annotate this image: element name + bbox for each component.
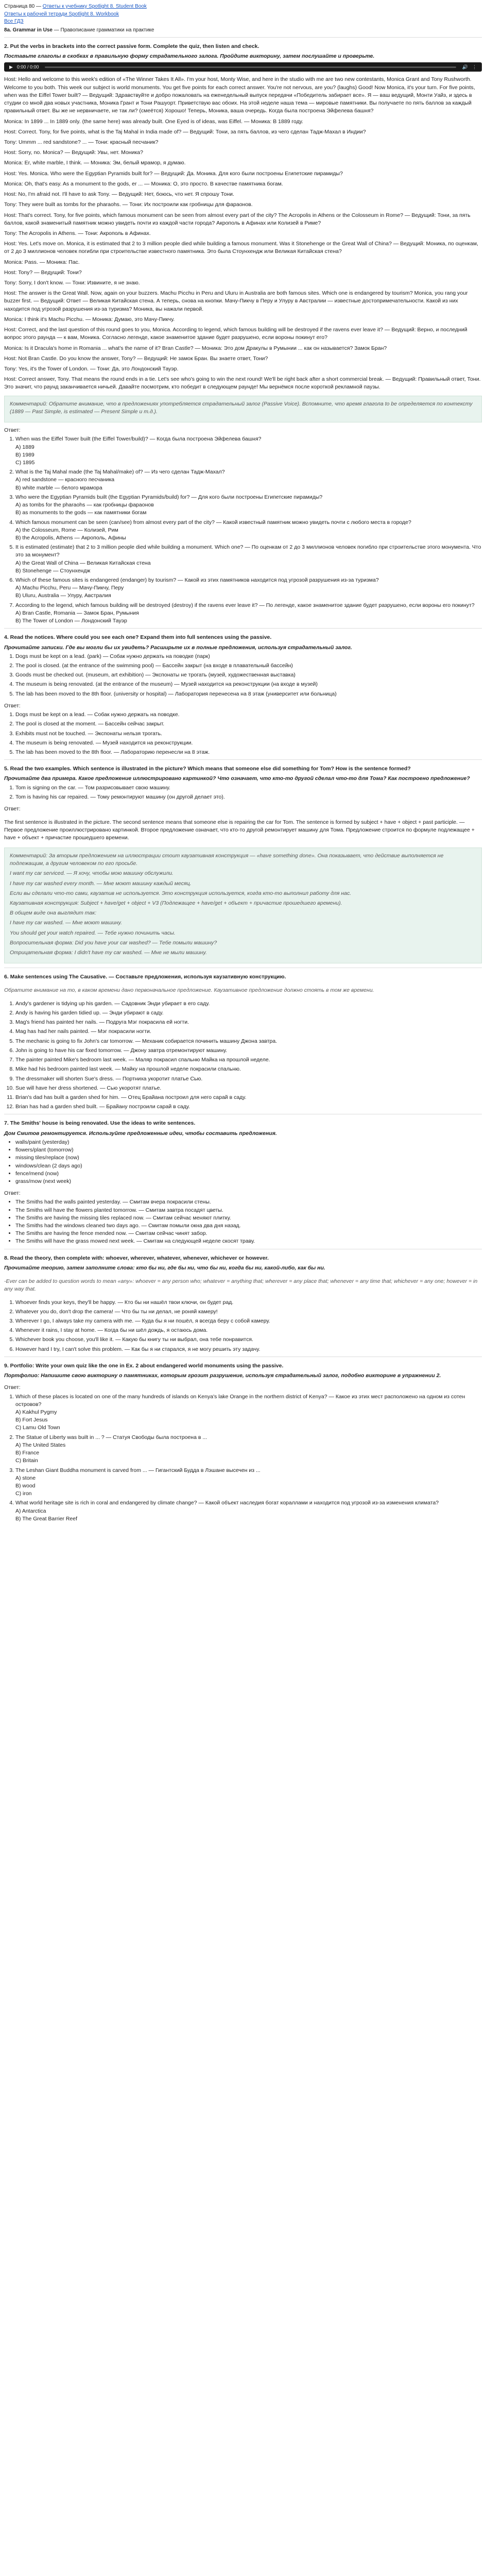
answer-option: B) Stonehenge — Стоунхендж (15, 567, 91, 574)
dialog-line: Monica: Pass. — Моника: Пас. (4, 259, 80, 265)
ex2-title: 2. Put the verbs in brackets into the correct passive form. Complete the quiz, then listen and check. (4, 43, 259, 49)
dialog-line: Host: Correct, and the last question of this round goes to you, Monica. According to legend, which famous building will be destroyed if the ravens ever leave it? — Ведущий: Верно, и последний вопрос этого раунда — к вам, Моника. Согласно легенде, какое знаменитое здание будет разрушено, если вороны покинут его? (4, 327, 467, 341)
list-item: 6. John is going to have his car fixed tomorrow. — Джону завтра отремонтируют машину. (15, 1047, 482, 1055)
section-title: 8a. Grammar in Use (4, 27, 53, 33)
answer-item (15, 468, 482, 492)
answer-option: B) The Great Barrier Reef (15, 1515, 78, 1522)
divider (4, 37, 482, 38)
ex4-items (4, 653, 482, 698)
link-student-book[interactable]: Ответы к учебнику Spotlight 8. Student Book (42, 4, 147, 9)
ex9-items (4, 1393, 482, 1523)
dialog-line: Tony: They were built as tombs for the pharaohs. — Тони: Их построили как гробницы для фараонов. (4, 201, 253, 208)
answer-item (15, 435, 482, 467)
ex5-title-ru: Прочитайте два примера. Какое предложение иллюстрировано картинкой? Что означает, что кто-то другой сделал что-то для Тома? Как построено предложение? (4, 775, 470, 782)
answer-item (15, 577, 482, 600)
list-item: • fence/mend (now) (15, 1170, 482, 1178)
ex2-answers (4, 435, 482, 625)
list-item: 1. Dogs must be kept on a lead. (park) — Собак нужно держать на поводке (парк) (15, 653, 482, 660)
list-item: 9. The dressmaker will shorten Sue's dress. — Портниха укоротит платье Сью. (15, 1075, 482, 1083)
answer-item (15, 1393, 482, 1432)
list-item: 5. Whichever book you choose, you'll like it. — Какую бы книгу ты ни выбрал, она тебе понравится. (15, 1336, 482, 1344)
dialog-line: Host: Sorry, no. Monica? — Ведущий: Увы, нет. Моника? (4, 149, 143, 156)
answer-option: A) the Colosseum, Rome — Колизей, Рим (15, 527, 118, 533)
list-item: 2. The pool is closed. (at the entrance of the swimming pool) — Бассейн закрыт (на входе в плавательный бассейн) (15, 662, 482, 670)
link-all-gdz[interactable]: Все ГДЗ (4, 19, 24, 24)
comment-line: Если вы сделали что-то сами, каузатив не используется. Это конструкция используется, когда кто-то выполнил работу для нас. (10, 890, 352, 896)
dialog-line: Host: Yes. Let's move on. Monica, it is estimated that 2 to 3 million people died while building a famous monument. Was it Stonehenge or the Great Wall of China? — Ведущий: Моника, по оценкам, от 2 до 3 миллионов человек погибли при строительстве известного памятника. Это была Стоунхендж или Великая Китайская стена? (4, 241, 478, 255)
answer-option: B) Fort Jesus (15, 1417, 48, 1423)
answer-option: C) 1895 (15, 459, 35, 466)
ex2-title-ru: Поставьте глаголы в скобках в правильную форму страдательного залога. Пройдите викторину, затем послушайте и проверьте. (4, 53, 375, 60)
answer-option: A) 1889 (15, 444, 34, 450)
dialog-line: Host: The answer is the Great Wall. Now, again on your buzzers. Machu Picchu in Peru and Uluru in Australia are both famous sites. Which one is endangered by tourism? Monica, you rang your buzzer first. — Ведущий: Ответ — Великая Китайская стена. А теперь, снова на кнопки. Мачу-Пикчу в Перу и Улуру в Австралии — известные достопримечательности. Какой из них находится под угрозой разрушения из-за туризма? Моника, вы нажали первой. (4, 290, 468, 312)
ex4-title-ru: Прочитайте записки. Где вы могли бы их увидеть? Расширьте их в полные предложения, используя страдательный залог. (4, 644, 352, 651)
answer-question: 2. The Statue of Liberty was built in ... ? — Статуя Свободы была построена в ... (15, 1434, 207, 1440)
list-item: 8. Mike had his bedroom painted last week. — Майку на прошлой неделе покрасили спальню. (15, 1065, 482, 1073)
ex2-dialog (4, 76, 482, 391)
answer-question: 4. What world heritage site is rich in coral and endangered by climate change? — Какой объект наследия богат кораллами и находится под угрозой из-за изменения климата? (15, 1500, 439, 1506)
dialog-line: Tony: The Acropolis in Athens. — Тони: Акрополь в Афинах. (4, 230, 151, 236)
answer-question: 3. Who were the Egyptian Pyramids built (the Egyptian Pyramids/build) for? — Для кого были построены Египетские пирамиды? (15, 494, 323, 500)
list-item: 5. The mechanic is going to fix John's car tomorrow. — Механик собирается починить машину Джона завтра. (15, 1038, 482, 1045)
answer-option: B) wood (15, 1482, 36, 1489)
answer-question: 3. The Leshan Giant Buddha monument is carved from ... — Гигантский Будда в Лэшане высечен из ... (15, 1467, 261, 1473)
list-item: 1. Andy's gardener is tidying up his garden. — Садовник Энди убирает в его саду. (15, 1000, 482, 1008)
list-item: 5. The lab has been moved to the 8th floor. (university or hospital) — Лаборатория перенесена на 8 этаж (университет или больница) (15, 690, 482, 698)
answer-item: • The Smiths had the windows cleaned two days ago. — Смитам помыли окна два дня назад. (15, 1222, 482, 1230)
answer-question: 6. Which of these famous sites is endangered (endanger) by tourism? — Какой из этих памятников находится под угрозой разрушения из-за туризма? (15, 577, 379, 584)
answer-option: A) as tombs for the pharaohs — как гробницы фараонов (15, 502, 154, 509)
divider (4, 628, 482, 629)
ex7-ideas (4, 1139, 482, 1185)
answer-item (15, 1467, 482, 1498)
link-workbook[interactable]: Ответы к рабочей тетради Spotlight 8. Workbook (4, 11, 119, 17)
ex9-title: 9. Portfolio: Write your own quiz like the one in Ex. 2 about endangered world monuments using the passive. (4, 1362, 284, 1369)
ex5-comment (4, 848, 482, 963)
ex4-answers-label: Ответ: (4, 702, 21, 709)
dialog-line: Host: Tony? — Ведущий: Тони? (4, 269, 82, 276)
dialog-line: Monica: Oh, that's easy. As a monument to the gods, er ... — Моника: О, это просто. В качестве памятника богам. (4, 180, 283, 187)
audio-progress[interactable] (45, 66, 456, 68)
answer-question: 5. It is estimated (estimate) that 2 to 3 million people died while building a monument. Which one? — По оценкам от 2 до 3 миллионов человек погибло при строительстве этого монумента. Что это за монумент? (15, 544, 481, 558)
answer-question: 2. What is the Taj Mahal made (the Taj Mahal/make) of? — Из чего сделан Тадж-Махал? (15, 469, 225, 476)
ex8-items (4, 1299, 482, 1353)
list-item: 1. Tom is signing on the car. — Том разрисовывает свою машину. (15, 784, 482, 792)
answer-option: A) The United States (15, 1442, 66, 1448)
ex6-note: Обратите внимание на то, в каком времени дано первоначальное предложение. Каузативное предложение должно стоять в том же времени. (4, 987, 374, 994)
dialog-line: Host: Correct. Tony, for five points, what is the Taj Mahal in India made of? — Ведущий: Тони, за пять баллов, из чего сделан Тадж-Махал в Индии? (4, 128, 366, 135)
ex7-title-ru: Дом Смитов ремонтируется. Используйте предложенные идеи, чтобы составить предложения. (4, 1130, 277, 1137)
list-item: • grass/mow (next week) (15, 1178, 482, 1185)
answer-option: B) 1989 (15, 451, 34, 458)
list-item: 2. Tom is having his car repaired. — Тому ремонтируют машину (он другой делает это). (15, 793, 482, 801)
dialog-line: Tony: Yes, it's the Tower of London. — Тони: Да, это Лондонский Тауэр. (4, 366, 179, 372)
answer-item: 2. The pool is closed at the moment. — Бассейн сейчас закрыт. (15, 720, 482, 728)
answer-option: B) as monuments to the gods — как памятники богам (15, 510, 147, 516)
ex2-comment (4, 396, 482, 422)
answer-question: 4. Which famous monument can be seen (can/see) from almost every part of the city? — Какой известный памятник можно увидеть почти с любого места в городе? (15, 519, 411, 526)
page-label: Страница 80 (4, 4, 35, 9)
answer-option: C) Britain (15, 1458, 38, 1464)
comment-line: Комментарий: За вторым предложением на иллюстрации стоит каузативная конструкция — «have something done». Она показывает, что действие выполняется не подлежащим, а другим человеком по его просьбе. (10, 852, 444, 867)
ex4-title: 4. Read the notices. Where could you see each one? Expand them into full sentences using the passive. (4, 634, 272, 641)
dialog-line: Host: Not Bran Castle. Do you know the answer, Tony? — Ведущий: Не замок Бран. Вы знаете ответ, Тони? (4, 355, 268, 362)
ex8-theory: -Ever can be added to question words to mean «any»: whoever = any person who; whatever = anything that; wherever = any place that; whenever = any time that; whichever = any one; however = in any way that. (4, 1278, 478, 1292)
answer-option: C) iron (15, 1490, 32, 1497)
dialog-line: Tony: Sorry, I don't know. — Тони: Извините, я не знаю. (4, 280, 140, 286)
list-item: 3. Goods must be checked out. (museum, art exhibition) — Экспонаты не трогать (музей, художественная выставка) (15, 671, 482, 679)
ex5-items (4, 784, 482, 801)
breadcrumb-separator: — (36, 4, 42, 9)
list-item: 3. Mag's friend has painted her nails. — Подруга Мэг покрасила ей ногти. (15, 1019, 482, 1026)
ex8-title-ru: Прочитайте теорию, затем заполните слова: кто бы ни, где бы ни, что бы ни, когда бы ни, какой-либо, как бы ни. (4, 1264, 325, 1271)
list-item: • missing tiles/replace (now) (15, 1154, 482, 1162)
dialog-line: Host: That's correct. Tony, for five points, which famous monument can be seen from almost every part of the city? The Acropolis in Athens or the Colosseum in Rome? — Ведущий: Тони, за пять баллов, какой знаменитый памятник можно увидеть почти из каждой части города? Акрополь в Афинах или Колизей в Риме? (4, 212, 471, 226)
volume-icon[interactable]: 🔊 (462, 64, 468, 70)
dialog-line: Host: Yes. Monica. Who were the Egyptian Pyramids built for? — Ведущий: Да. Моника. Для кого были построены Египетские пирамиды? (4, 170, 343, 177)
more-icon[interactable]: ⋮ (472, 64, 477, 70)
divider (4, 759, 482, 760)
answer-item: • The Smiths will have the flowers planted tomorrow. — Смитам завтра посадят цветы. (15, 1207, 482, 1214)
list-item: 6. However hard I try, I can't solve this problem. — Как бы я ни старался, я не могу решить эту задачу. (15, 1346, 482, 1353)
answer-question: 1. Which of these places is located on one of the many hundreds of islands on Kenya's lake Orange in the northern district of Kenya? — Какое из этих мест расположено на одном из сотен островов? (15, 1393, 465, 1408)
list-item: 10. Sue will have her dress shortened. — Сью укоротят платье. (15, 1084, 482, 1092)
dialog-line: Monica: I think it's Machu Picchu. — Моника: Думаю, это Мачу-Пикчу. (4, 316, 175, 323)
ex8-title: 8. Read the theory, then complete with: whoever, wherever, whatever, whenever, whichever or however. (4, 1255, 269, 1261)
answer-option: B) the Acropolis, Athens — Акрополь, Афины (15, 534, 126, 541)
ex6-items (4, 1000, 482, 1111)
answer-item: 4. The museum is being renovated. — Музей находится на реконструкции. (15, 739, 482, 747)
answer-item: 5. The lab has been moved to the 8th floor. — Лабораторию перенесли на 8 этаж. (15, 749, 482, 756)
list-item: 11. Brian's dad has built a garden shed for him. — Отец Брайана построил для него сарай в саду. (15, 1094, 482, 1101)
answer-option: A) the Great Wall of China — Великая Китайская стена (15, 560, 151, 566)
answer-option: B) France (15, 1450, 40, 1456)
ex2-comment-text: Комментарий: Обратите внимание, что в предложениях употребляется страдательный залог (Passive Voice). Вспомните, что время глагола to be определяется по контексту (1889 — Past Simple, is estimated — Present Simple и т.д.). (10, 400, 473, 415)
dialog-line: Host: Hello and welcome to this week's edition of «The Winner Takes It All». I'm your host, Monty Wise, and here in the studio with me are two new contestants, Monica Grant and Tony Rushworth. Welcome to you both. This week our subject is world monuments. You get five points for each correct answer. You're not nervous, are you? (laughs) Good! Now Monica, it's your turn. For five points, when was the Eiffel Tower built? — Ведущий: Здравствуйте и добро пожаловать на еженедельный выпуск передачи «Победитель забирает все». Я — ваш ведущий, Монти Уайз, и здесь в студии со мной два новых участника, Моника Грант и Тони Рашуорт. Приветствую вас обоих. На этой неделе наша тема — мировые памятники. Вы получаете по пять баллов за каждый правильный ответ. Вы же не нервничаете, не так ли? (смеётся) Хорошо! Теперь, Моника, ваша очередь. Когда была построена Эйфелева башня? (4, 76, 475, 114)
list-item: 12. Brian has had a garden shed built. — Брайану построили сарай в саду. (15, 1103, 482, 1111)
comment-line: Каузативная конструкция: Subject + have/get + object + V3 (Подлежащее + have/get + объект + причастие прошедшего времени). (10, 900, 342, 907)
comment-line: You should get your watch repaired. — Тебе нужно починить часы. (10, 929, 176, 936)
list-item: 2. Whatever you do, don't drop the camera! — Что бы ты ни делал, не роняй камеру! (15, 1308, 482, 1316)
answer-option: A) Machu Picchu, Peru — Мачу-Пикчу, Перу (15, 585, 124, 591)
list-item: 4. Whenever it rains, I stay at home. — Когда бы ни шёл дождь, я остаюсь дома. (15, 1327, 482, 1334)
answer-item: 3. Exhibits must not be touched. — Экспонаты нельзя трогать. (15, 730, 482, 738)
answer-item (15, 1434, 482, 1465)
dialog-line: Monica: Is it Dracula's home in Romania ... what's the name of it? Bran Castle? — Моника: Это дом Дракулы в Румынии ... как он называется? Замок Бран? (4, 345, 387, 351)
answer-option: B) Uluru, Australia — Улуру, Австралия (15, 592, 111, 599)
breadcrumb (4, 3, 482, 26)
answer-option: B) white marble — белого мрамора (15, 484, 102, 491)
audio-player[interactable] (4, 62, 482, 72)
answer-item: • The Smiths are having the missing tiles replaced now. — Смитам сейчас меняют плитку. (15, 1214, 482, 1222)
ex7-title: 7. The Smiths' house is being renovated. Use the ideas to write sentences. (4, 1120, 196, 1127)
list-item: 4. The museum is being renovated. (at the entrance of the museum) — Музей находится на реконструкции (на входе в музей) (15, 681, 482, 688)
answer-question: 7. According to the legend, which famous building will be destroyed (destroy) if the ravens ever leave it? — По легенде, какое знаменитое здание будет разрушено, если вороны его покинут? (15, 602, 475, 608)
dialog-line: Tony: Ummm ... red sandstone? ... — Тони: красный песчаник? (4, 139, 159, 145)
dialog-line: Monica: In 1899 ... In 1889 only. (the same here) was already built. One Eyed is of ideas, was Eiffel. — Моника: В 1889 году. (4, 118, 303, 125)
comment-line: I have my car washed every month. — Мне моют машину каждый месяц. (10, 880, 192, 887)
list-item: 7. The painter painted Mike's bedroom last week. — Маляр покрасил спальню Майка на прошлой неделе. (15, 1056, 482, 1064)
answer-option: A) Bran Castle, Romania — Замок Бран, Румыния (15, 609, 139, 616)
comment-line: I want my car serviced. — Я хочу, чтобы мою машину обслужили. (10, 870, 173, 877)
comment-line: В общем виде она выглядит так: (10, 910, 97, 917)
ex9-answers-label: Ответ: (4, 1384, 21, 1391)
ex9-title-ru: Портфолио: Напишите свою викторину о памятниках, которым грозит разрушение, используя страдательный залог, подобно викторине в упражнении 2. (4, 1372, 441, 1379)
answer-question: 1. When was the Eiffel Tower built (the Eiffel Tower/build)? — Когда была построена Эйфелева башня? (15, 436, 262, 443)
answer-item: • The Smiths are having the fence mended now. — Смитам сейчас чинят забор. (15, 1230, 482, 1238)
comment-line: I have my car washed. — Мне моют машину. (10, 920, 123, 926)
list-item: 1. Whoever finds your keys, they'll be happy. — Кто бы ни нашёл твои ключи, он будет рад. (15, 1299, 482, 1307)
answer-option: A) stone (15, 1475, 36, 1481)
list-item: • windows/clean (2 days ago) (15, 1162, 482, 1170)
ex6-title: 6. Make sentences using The Causative. — Составьте предложения, используя каузативную конструкцию. (4, 974, 286, 980)
list-item: • walls/paint (yesterday) (15, 1139, 482, 1146)
ex5-title: 5. Read the two examples. Which sentence is illustrated in the picture? Which means that someone else did something for Tom? How is the sentence formed? (4, 766, 411, 772)
play-icon[interactable]: ▶ (9, 64, 13, 70)
answer-item (15, 544, 482, 575)
dialog-line: Host: No, I'm afraid not. I'll have to ask Tony. — Ведущий: Нет, боюсь, что нет. Я спрошу Тони. (4, 191, 234, 198)
list-item: 2. Andy is having his garden tidied up. — Энди убирают в саду. (15, 1009, 482, 1017)
answer-option: B) The Tower of London — Лондонский Тауэр (15, 618, 127, 624)
audio-time: 0:00 / 0:00 (16, 64, 39, 70)
answer-item (15, 519, 482, 543)
list-item: 3. Wherever I go, I always take my camera with me. — Куда бы я ни пошёл, я всегда беру с собой камеру. (15, 1317, 482, 1325)
answer-item: • The Smiths had the walls painted yesterday. — Смитам вчера покрасили стены. (15, 1198, 482, 1206)
ex5-answers-label: Ответ: (4, 806, 21, 812)
answer-option: A) red sandstone — красного песчаника (15, 477, 115, 483)
ex7-answers-label: Ответ: (4, 1190, 21, 1197)
answer-item: 1. Dogs must be kept on a lead. — Собак нужно держать на поводке. (15, 711, 482, 719)
ex2-answers-label: Ответ: (4, 427, 21, 434)
ex7-answers (4, 1198, 482, 1245)
ex4-answers (4, 711, 482, 756)
answer-option: A) Kakhul Pygmy (15, 1409, 57, 1415)
comment-line: Отрицательная форма: I didn't have my car washed. — Мне не мыли машину. (10, 950, 207, 956)
section-title-ru: Правописание грамматики на практике (60, 27, 154, 33)
list-item: 4. Mag has had her nails painted. — Мэг покрасили ногти. (15, 1028, 482, 1036)
answer-item (15, 1499, 482, 1523)
comment-line: Вопросительная форма: Did you have your car washed? — Тебе помыли машину? (10, 939, 217, 946)
list-item: • flowers/plant (tomorrow) (15, 1146, 482, 1154)
dialog-line: Monica: Er, white marble, I think. — Моника: Эм, белый мрамор, я думаю. (4, 160, 186, 166)
answer-option: C) Lamu Old Town (15, 1425, 60, 1431)
ex5-answer: The first sentence is illustrated in the picture. The second sentence means that someone else is repairing the car for Tom. The sentence is formed by subject + have + object + past participle. — Первое предложение проиллюстрировано картинкой. Второе предложение означает, что кто-то другой ремонтирует машину для Тома. Предложение строится по формуле подлежащее + have + объект + причастие прошедшего времени. (4, 819, 475, 841)
answer-item: • The Smiths will have the grass mowed next week. — Смитам на следующей неделе скосят траву. (15, 1238, 482, 1245)
answer-item (15, 494, 482, 517)
answer-item (15, 602, 482, 625)
section-heading: 8a. Grammar in Use — Правописание грамматики на практике (4, 27, 154, 33)
dialog-line: Host: Correct answer, Tony. That means the round ends in a tie. Let's see who's going to win the next round! We'll be right back after a short commercial break. — Ведущий: Правильный ответ, Тони. Это значит, что раунд заканчивается ничьей. Давайте посмотрим, кто победит в следующем раунде! Мы вернёмся после короткой рекламной паузы. (4, 376, 481, 391)
answer-option: A) Antarctica (15, 1507, 46, 1514)
